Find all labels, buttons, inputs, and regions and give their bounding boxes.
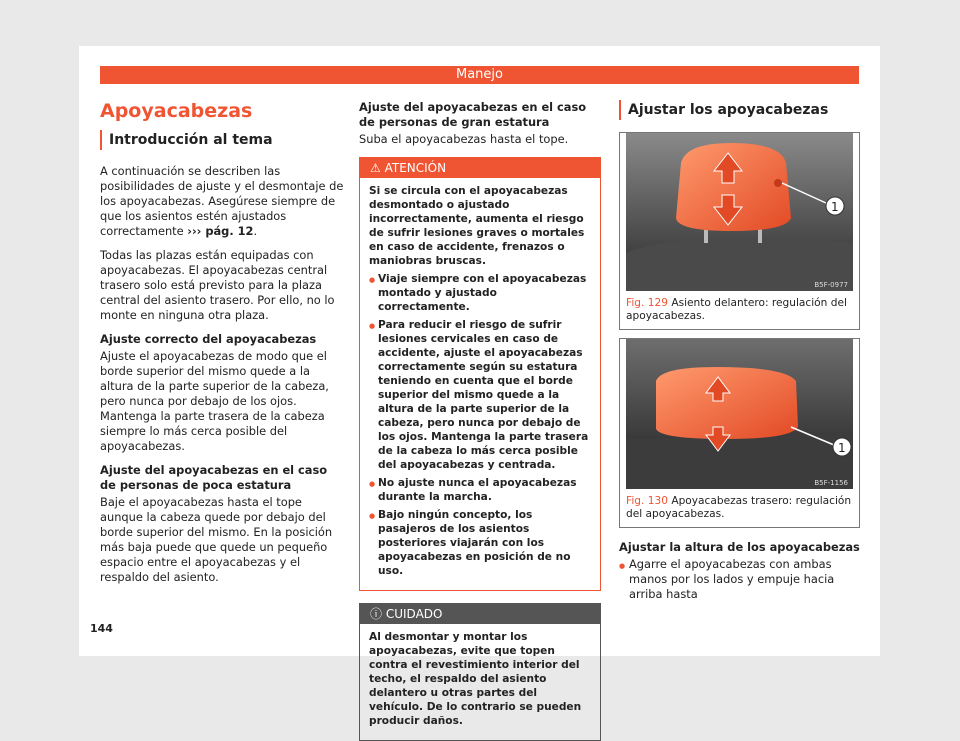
page-number: 144 [90, 622, 113, 635]
figure-129 [619, 132, 860, 330]
heading-tall-stature: Ajuste del apoyacabezas en el caso de personas de gran estatura [359, 100, 587, 129]
paragraph-2: Todas las plazas están equipadas con apoyacabezas. El apoyacabezas central trasero solo está previsto para la plaza central del asiento trasero. Por ello, no lo monte en ninguna otra plaza. [100, 248, 335, 322]
warning-header [360, 158, 600, 178]
callout-number: 1 [838, 441, 846, 455]
warning-label: ATENCIÓN [384, 161, 447, 175]
column-3 [619, 100, 860, 611]
intro-end: . [253, 224, 258, 238]
caption-text: Apoyacabezas trasero: regulación del apoyacabezas. [626, 495, 852, 520]
rear-headrest-image [626, 339, 853, 489]
figure-number: Fig. 130 [626, 495, 668, 507]
instruction-bullet: ● Agarre el apoyacabezas con ambas manos por los lados y empuje hacia arriba hasta [619, 557, 860, 602]
heading-adjust-height: Ajustar la altura de los apoyacabezas [619, 540, 860, 554]
intro-text: A continuación se describen las posibilidades de ajuste y el desmontaje de los apoyacabezas. Asegúrese siempre de que los asientos estén ajustados correctamente [100, 164, 344, 238]
figure-caption [620, 291, 859, 329]
page-title: Apoyacabezas [100, 100, 253, 122]
intro-paragraph [100, 164, 344, 239]
caution-label: CUIDADO [385, 607, 443, 621]
heading-correct-adjust: Ajuste correcto del apoyacabezas [100, 332, 317, 346]
section-title-adjust: Ajustar los apoyacabezas [619, 100, 860, 120]
front-headrest-image [626, 133, 853, 291]
warning-box [359, 157, 601, 591]
paragraph-small-stature: Baje el apoyacabezas hasta el tope aunque la cabeza quede por debajo del borde superior del mismo. En la posición más baja puede que quede un pequeño espacio entre el apoyacabezas y el respaldo del asiento. [100, 495, 333, 584]
column-2 [359, 100, 601, 741]
figure-number: Fig. 129 [626, 297, 668, 309]
caption-text: Asiento delantero: regulación del apoyacabezas. [626, 297, 847, 322]
warning-bullet: ● No ajuste nunca el apoyacabezas durante la marcha. [369, 476, 591, 504]
caution-text: Al desmontar y montar los apoyacabezas, evite que topen contra el revestimiento interior del techo, el respaldo del asiento delantero u otras partes del vehículo. De lo contrario se pueden producir daños. [369, 631, 582, 727]
caution-header [360, 604, 600, 624]
rear-headrest-illustration [626, 339, 853, 489]
heading-small-stature: Ajuste del apoyacabezas en el caso de personas de poca estatura [100, 463, 328, 492]
figure-code: B5F-0977 [814, 281, 848, 289]
warning-bullet: ● Para reducir el riesgo de sufrir lesiones cervicales en caso de accidente, ajuste el apoyacabezas correctamente según su estatura teniendo en cuenta que el borde superior del mismo quede a la altura de la parte superior de la cabeza, pero nunca por debajo de los ojos. Mantenga la parte trasera de la cabeza lo más cerca posible del apoyacabezas y centrada. [369, 318, 591, 472]
paragraph-correct-adjust: Ajuste el apoyacabezas de modo que el borde superior del mismo quede a la altura de la parte superior de la cabeza, pero nunca por debajo de los ojos. Mantenga la parte trasera de la cabeza siempre lo más cerca posible del apoyacabezas. [100, 349, 329, 453]
page-reference-link[interactable]: ››› pág. 12 [187, 224, 254, 238]
warning-bullet: ● Viaje siempre con el apoyacabezas montado y ajustado correctamente. [369, 272, 591, 314]
warning-intro: Si se circula con el apoyacabezas desmontado o ajustado incorrectamente, aumenta el riesgo de sufrir lesiones graves o mortales en caso de accidente, frenazos o maniobras bruscas. [369, 185, 585, 267]
caution-body [360, 624, 600, 740]
section-header: Manejo [100, 66, 859, 84]
figure-caption [620, 489, 859, 527]
figure-code: B5F-1156 [814, 479, 848, 487]
front-headrest-illustration [626, 133, 853, 291]
column-1 [100, 100, 344, 594]
warning-triangle-icon: ⚠ [370, 161, 381, 175]
warning-body [360, 178, 600, 590]
callout-number: 1 [831, 200, 839, 214]
caution-box [359, 603, 601, 741]
warning-bullet: ● Bajo ningún concepto, los pasajeros de los asientos posteriores viajarán con los apoyacabezas en posición de no uso. [369, 508, 591, 578]
section-subtitle: Introducción al tema [100, 130, 344, 150]
info-circle-icon: ⓘ [370, 607, 383, 621]
figure-130 [619, 338, 860, 528]
paragraph-tall-stature: Suba el apoyacabezas hasta el tope. [359, 132, 569, 146]
